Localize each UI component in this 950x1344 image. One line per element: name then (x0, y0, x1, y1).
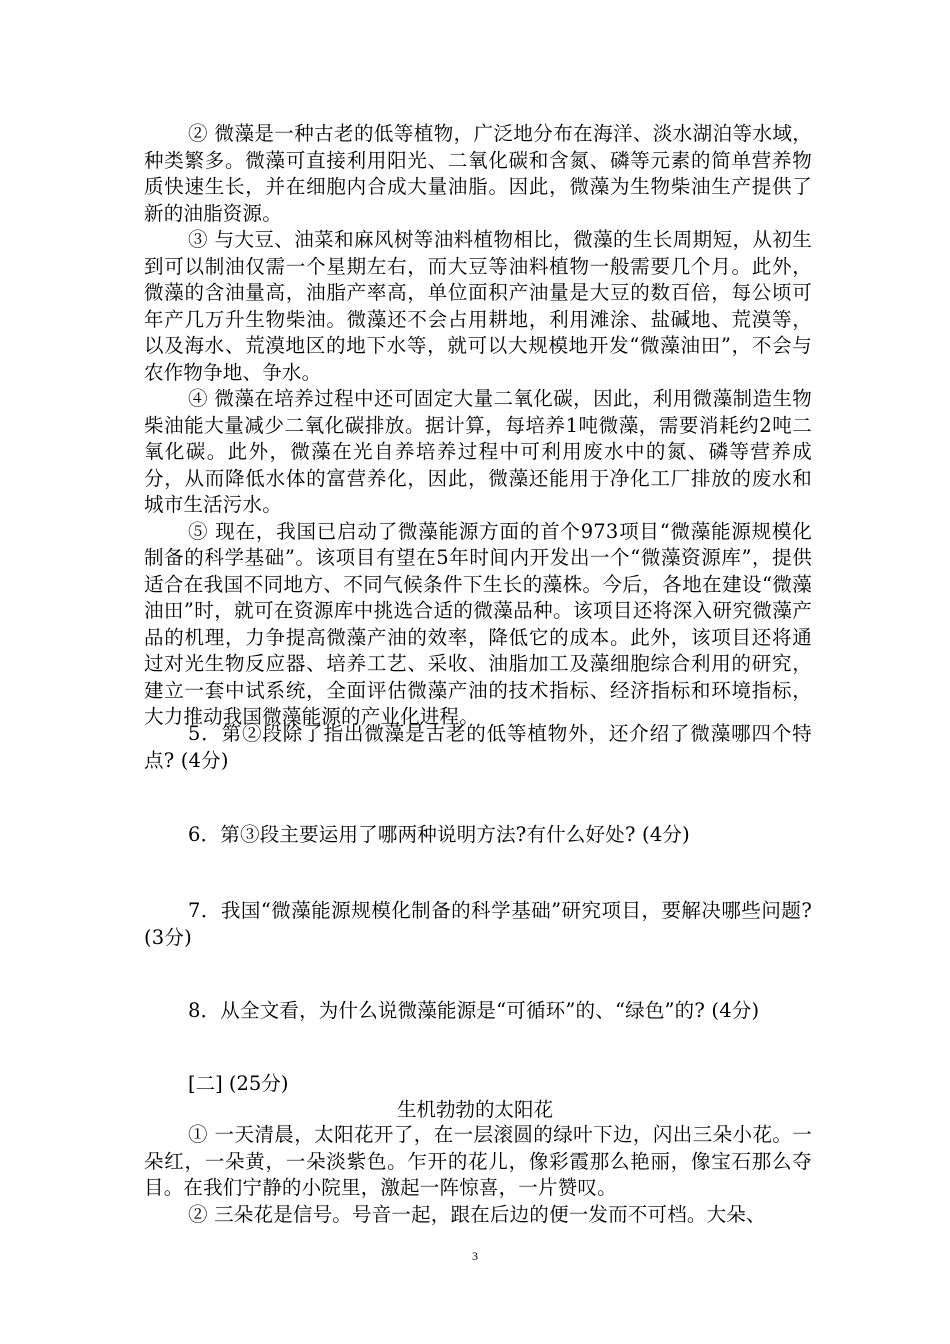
paragraph-4: ④ 微藻在培养过程中还可固定大量二氧化碳，因此，利用微藻制造生物柴油能大量减少二氧化碳排放。据计算，每培养1吨微藻，需要消耗约2吨二氧化碳。此外，微藻在光自养培养过程中可利用废水中的氮、磷等营养成分，从而降低水体的富营养化，因此，微藻还能用于净化工厂排放的废水和城市生活污水。 (144, 387, 812, 516)
question-6: 6．第③段主要运用了哪两种说明方法?有什么好处? (4分) (188, 823, 690, 846)
section-heading: [二] (25分) (188, 1072, 289, 1095)
paragraph-3: ③ 与大豆、油菜和麻风树等油料植物相比，微藻的生长周期短，从初生到可以制油仅需一个星期左右，而大豆等油料植物一般需要几个月。此外，微藻的含油量高，油脂产率高，单位面积产油量是大豆的数百倍，每公顷可年产几万升生物柴油。微藻还不会占用耕地，利用滩涂、盐碱地、荒漠等，以及海水、荒漠地区的地下水等，就可以大规模地开发“微藻油田”，不会与农作物争地、争水。 (144, 228, 812, 384)
passage-part-2 (144, 1122, 812, 1228)
paragraph-5: ⑤ 现在，我国已启动了微藻能源方面的首个973项目“微藻能源规模化制备的科学基础”。该项目有望在5年时间内开发出一个“微藻资源库”，提供适合在我国不同地方、不同气候条件下生长的藻株。今后，各地在建设“微藻油田”时，就可在资源库中挑选合适的微藻品种。该项目还将深入研究微藻产品的机理，力争提高微藻产油的效率，降低它的成本。此外，该项目还将通过对光生物反应器、培养工艺、采收、油脂加工及藻细胞综合利用的研究，建立一套中试系统，全面评估微藻产油的技术指标、经济指标和环境指标，大力推动我国微藻能源的产业化进程。 (144, 519, 812, 728)
article-title: 生机勃勃的太阳花 (396, 1098, 553, 1121)
page-number: 3 (472, 1249, 478, 1263)
question-7: 7．我国“微藻能源规模化制备的科学基础”研究项目，要解决哪些问题? (3分) (144, 899, 812, 949)
question-5: 5．第②段除了指出微藻是古老的低等植物外，还介绍了微藻哪四个特点? (4分) (144, 722, 812, 772)
passage-part-1 (144, 121, 812, 731)
sunflower-paragraph-1: ① 一天清晨，太阳花开了，在一层滚圆的绿叶下边，闪出三朵小花。一朵红，一朵黄，一朵淡紫色。乍开的花儿，像彩霞那么艳丽，像宝石那么夺目。在我们宁静的小院里，激起一阵惊喜，一片赞叹。 (144, 1123, 812, 1199)
question-8: 8．从全文看，为什么说微藻能源是“可循环”的、“绿色”的? (4分) (188, 999, 760, 1022)
sunflower-paragraph-2: ② 三朵花是信号。号音一起，跟在后边的便一发而不可档。大朵、 (188, 1202, 766, 1226)
paragraph-2: ② 微藻是一种古老的低等植物，广泛地分布在海洋、淡水湖泊等水域，种类繁多。微藻可直接利用阳光、二氧化碳和含氮、磷等元素的简单营养物质快速生长，并在细胞内合成大量油脂。因此，微藻为生物柴油生产提供了新的油脂资源。 (144, 122, 812, 225)
